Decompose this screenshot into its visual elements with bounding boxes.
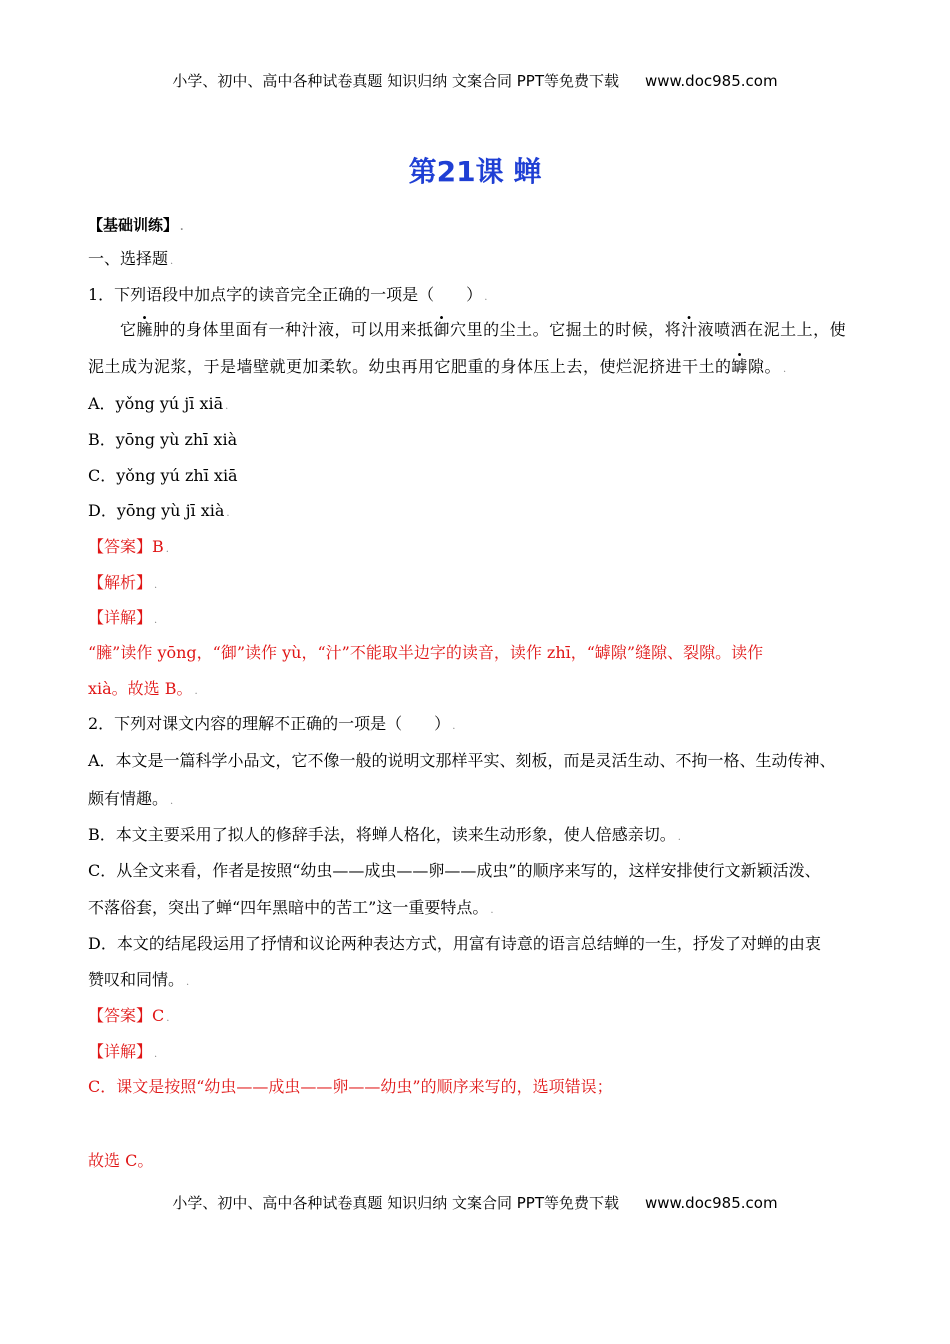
q1-option-a: A．yǒng yú jī xiā . <box>88 394 229 413</box>
section-heading: 【基础训练】 . <box>88 216 184 234</box>
q1-option-b: B．yōng yù zhī xià <box>88 430 238 449</box>
page-title: 第21课 蝉 <box>408 155 542 188</box>
q2-option-a-line-2: 颇有情趣。 . <box>88 789 174 808</box>
footer-text: 小学、初中、高中各种试卷真题 知识归纳 文案合同 PPT等免费下载 <box>172 1194 619 1212</box>
q2-option-a-line-1: A．本文是一篇科学小品文，它不像一般的说明文那样平实、刻板，而是灵活生动、不拘一格、生动传神、 <box>88 751 836 770</box>
q2-option-d-line-1: D．本文的结尾段运用了抒情和议论两种表达方式，用富有诗意的语言总结蝉的一生，抒发了对蝉的由衷 <box>88 934 821 953</box>
dotted-char: 臃 <box>136 320 154 339</box>
q2-option-b: B．本文主要采用了拟人的修辞手法，将蝉人格化，读来生动形象，使人倍感亲切。 . <box>88 825 681 844</box>
footer-site-link[interactable]: www.doc985.com <box>644 1194 778 1212</box>
header-site-link[interactable]: www.doc985.com <box>644 72 778 90</box>
q2-stem: 2．下列对课文内容的理解不正确的一项是（ ） . <box>88 714 456 733</box>
q2-option-d-line-2: 赞叹和同情。 . <box>88 970 190 989</box>
q2-option-c-line-1: C．从全文来看，作者是按照“幼虫——成虫——卵——成虫”的顺序来写的，这样安排使行文新颖活泼、 <box>88 861 821 880</box>
q1-explanation-line-2: xià。故选 B。 . <box>88 679 198 698</box>
page-header-top <box>0 70 950 91</box>
q1-option-d: D．yōng yù jī xià . <box>88 501 230 520</box>
q1-stem: 1．下列语段中加点字的读音完全正确的一项是（ ） . <box>88 285 488 304</box>
q1-analysis-label: 【解析】 . <box>88 573 158 592</box>
header-text: 小学、初中、高中各种试卷真题 知识归纳 文案合同 PPT等免费下载 <box>172 72 619 90</box>
q1-answer: 【答案】B . <box>88 537 169 556</box>
q2-option-c-line-2: 不落俗套，突出了蝉“四年黑暗中的苦工”这一重要特点。 . <box>88 898 494 917</box>
dotted-char: 御 <box>433 320 451 339</box>
dotted-char: 汁 <box>681 320 698 339</box>
q2-detail-label: 【详解】 . <box>88 1042 158 1061</box>
q2-explanation: C．课文是按照“幼虫——成虫——卵——幼虫”的顺序来写的，选项错误； <box>88 1077 613 1096</box>
q1-explanation-line-1: “臃”读作 yōng，“御”读作 yù，“汁”不能取半边字的读音，读作 zhī，“罅隙”缝隙、裂隙。读作 <box>88 643 764 662</box>
q1-detail-label: 【详解】 . <box>88 608 158 627</box>
page-footer <box>0 1192 950 1213</box>
q2-conclusion: 故选 C。 <box>88 1151 154 1170</box>
q1-passage-line-1: 它臃肿的身体里面有一种汁液，可以用来抵御穴里的尘土。它掘土的时候，将汁液喷洒在泥土上，使 <box>120 320 847 339</box>
q1-option-c: C．yǒng yú zhī xiā <box>88 466 238 485</box>
part-heading: 一、选择题 . <box>88 249 174 268</box>
q2-answer: 【答案】C . <box>88 1006 170 1025</box>
dotted-char: 罅 <box>731 357 749 376</box>
q1-passage-line-2: 泥土成为泥浆，于是墙壁就更加柔软。幼虫再用它肥重的身体压上去，使烂泥挤进干土的罅隙。 . <box>88 357 787 376</box>
